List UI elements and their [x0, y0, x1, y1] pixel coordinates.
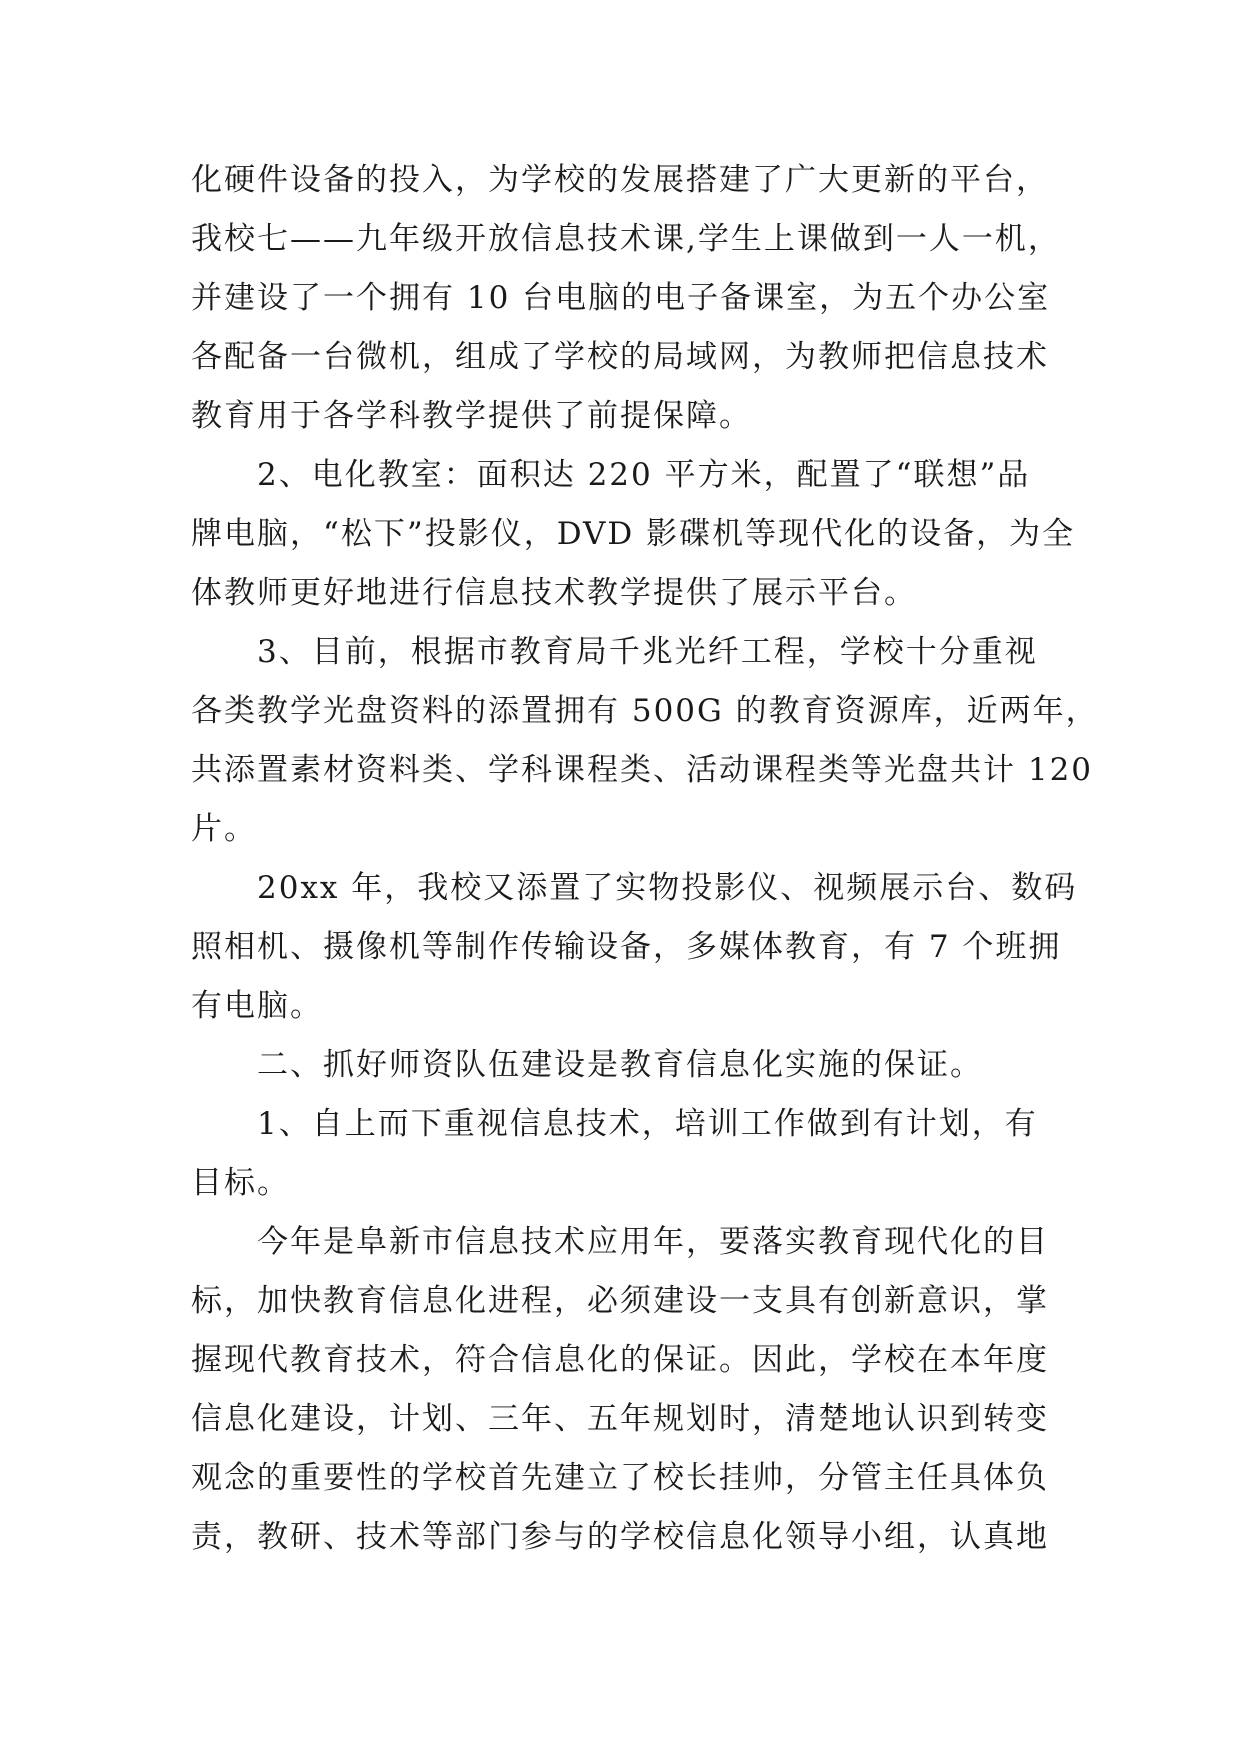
document-body — [191, 160, 1099, 1576]
paragraph-start-line: 3、目前，根据市教育局千兆光纤工程，学校十分重视 — [257, 634, 1038, 670]
text-line: 教育用于各学科教学提供了前提保障。 — [191, 398, 752, 434]
text-line: 体教师更好地进行信息技术教学提供了展示平台。 — [191, 575, 917, 611]
paragraph-start-line: 1、自上而下重视信息技术，培训工作做到有计划，有 — [257, 1106, 1038, 1142]
text-line: 共添置素材资料类、学科课程类、活动课程类等光盘共计 120 — [191, 752, 1094, 788]
text-line: 有电脑。 — [191, 988, 323, 1024]
paragraph-start-line: 2、电化教室：面积达 220 平方米，配置了“联想”品 — [257, 457, 1031, 493]
text-line: 标，加快教育信息化进程，必须建设一支具有创新意识，掌 — [191, 1283, 1049, 1319]
section-heading-line: 二、抓好师资队伍建设是教育信息化实施的保证。 — [257, 1047, 983, 1083]
text-line: 各配备一台微机，组成了学校的局域网，为教师把信息技术 — [191, 339, 1049, 375]
text-line: 我校七——九年级开放信息技术课,学生上课做到一人一机， — [191, 221, 1061, 257]
text-line: 化硬件设备的投入，为学校的发展搭建了广大更新的平台， — [191, 162, 1049, 198]
text-line: 责，教研、技术等部门参与的学校信息化领导小组，认真地 — [191, 1519, 1049, 1555]
text-line: 照相机、摄像机等制作传输设备，多媒体教育，有 7 个班拥 — [191, 929, 1062, 965]
paragraph-start-line: 今年是阜新市信息技术应用年，要落实教育现代化的目 — [257, 1224, 1049, 1260]
paragraph-start-line: 20xx 年，我校又添置了实物投影仪、视频展示台、数码 — [257, 870, 1078, 906]
text-line: 片。 — [191, 811, 257, 847]
text-line: 各类教学光盘资料的添置拥有 500G 的教育资源库，近两年， — [191, 693, 1099, 729]
text-line: 牌电脑，“松下”投影仪，DVD 影碟机等现代化的设备，为全 — [191, 516, 1076, 552]
text-line: 信息化建设，计划、三年、五年规划时，清楚地认识到转变 — [191, 1401, 1049, 1437]
text-line: 目标。 — [191, 1165, 290, 1201]
text-line: 握现代教育技术，符合信息化的保证。因此，学校在本年度 — [191, 1342, 1049, 1378]
text-line: 观念的重要性的学校首先建立了校长挂帅，分管主任具体负 — [191, 1460, 1049, 1496]
text-line: 并建设了一个拥有 10 台电脑的电子备课室，为五个办公室 — [191, 280, 1051, 316]
